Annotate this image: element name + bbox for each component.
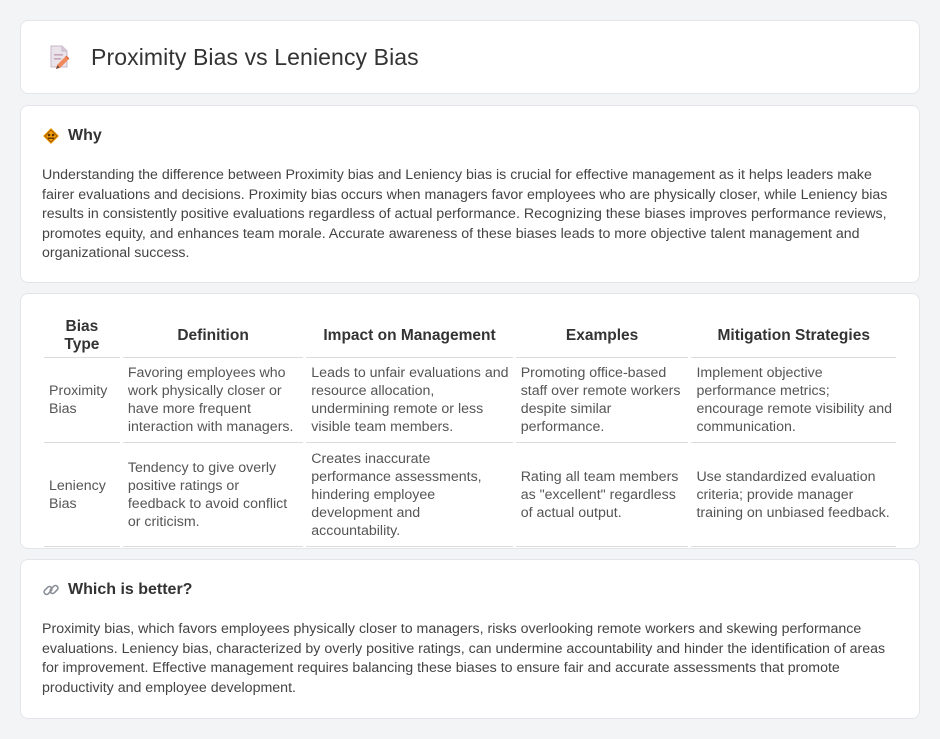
header-bias-type: Bias Type [44, 313, 120, 358]
cell-examples: Rating all team members as "excellent" regardless of actual output. [516, 443, 689, 547]
cell-definition: Tendency to give overly positive ratings or feedback to avoid conflict or criticism. [123, 443, 303, 547]
table-header-row [44, 313, 896, 358]
cell-examples: Promoting office-based staff over remote workers despite similar performance. [516, 358, 689, 443]
cell-impact: Leads to unfair evaluations and resource allocation, undermining remote or less visible team members. [306, 358, 512, 443]
document-pencil-icon [45, 43, 73, 71]
cell-impact: Creates inaccurate performance assessments, hindering employee development and accountability. [306, 443, 512, 547]
which-is-better-section [20, 559, 920, 719]
better-heading [42, 581, 192, 599]
header-mitigation: Mitigation Strategies [691, 313, 896, 358]
table-row [44, 443, 896, 547]
comparison-table [41, 313, 899, 547]
header-impact: Impact on Management [306, 313, 512, 358]
why-section [20, 105, 920, 283]
why-heading [42, 127, 102, 145]
cell-mitigation: Implement objective performance metrics; encourage remote visibility and communication. [691, 358, 896, 443]
cell-bias-type: Leniency Bias [44, 443, 120, 547]
why-body: Understanding the difference between Proximity bias and Leniency bias is crucial for effective management as it helps leaders make fairer evaluations and decisions. Proximity bias occurs when managers favor employees who are physically closer, while Leniency bias results in consistently positive evaluations regardless of actual performance. Recognizing these biases improves performance reviews, promotes equity, and enhances team morale. Accurate awareness of these biases leads to more objective talent management and organizational success. [42, 167, 888, 262]
cell-mitigation: Use standardized evaluation criteria; provide manager training on unbiased feedback. [691, 443, 896, 547]
header-card [20, 20, 920, 94]
better-body: Proximity bias, which favors employees physically closer to managers, risks overlooking remote workers and skewing performance evaluations. Leniency bias, characterized by overly positive ratings, can undermine accountability and hinder the identification of areas for improvement. Effective management requires balancing these biases to ensure fair and accurate assessments that promote productivity and employee development. [42, 621, 886, 696]
page-title: Proximity Bias vs Leniency Bias [91, 43, 419, 70]
cell-bias-type: Proximity Bias [44, 358, 120, 443]
better-title: Which is better? [68, 581, 193, 598]
link-icon [42, 581, 60, 599]
header-examples: Examples [516, 313, 689, 358]
diamond-sign-icon [42, 127, 60, 145]
table-row [44, 358, 896, 443]
why-title: Why [68, 127, 102, 144]
header-definition: Definition [123, 313, 303, 358]
title-row [45, 43, 419, 71]
comparison-table-card [20, 293, 920, 549]
cell-definition: Favoring employees who work physically closer or have more frequent interaction with managers. [123, 358, 303, 443]
